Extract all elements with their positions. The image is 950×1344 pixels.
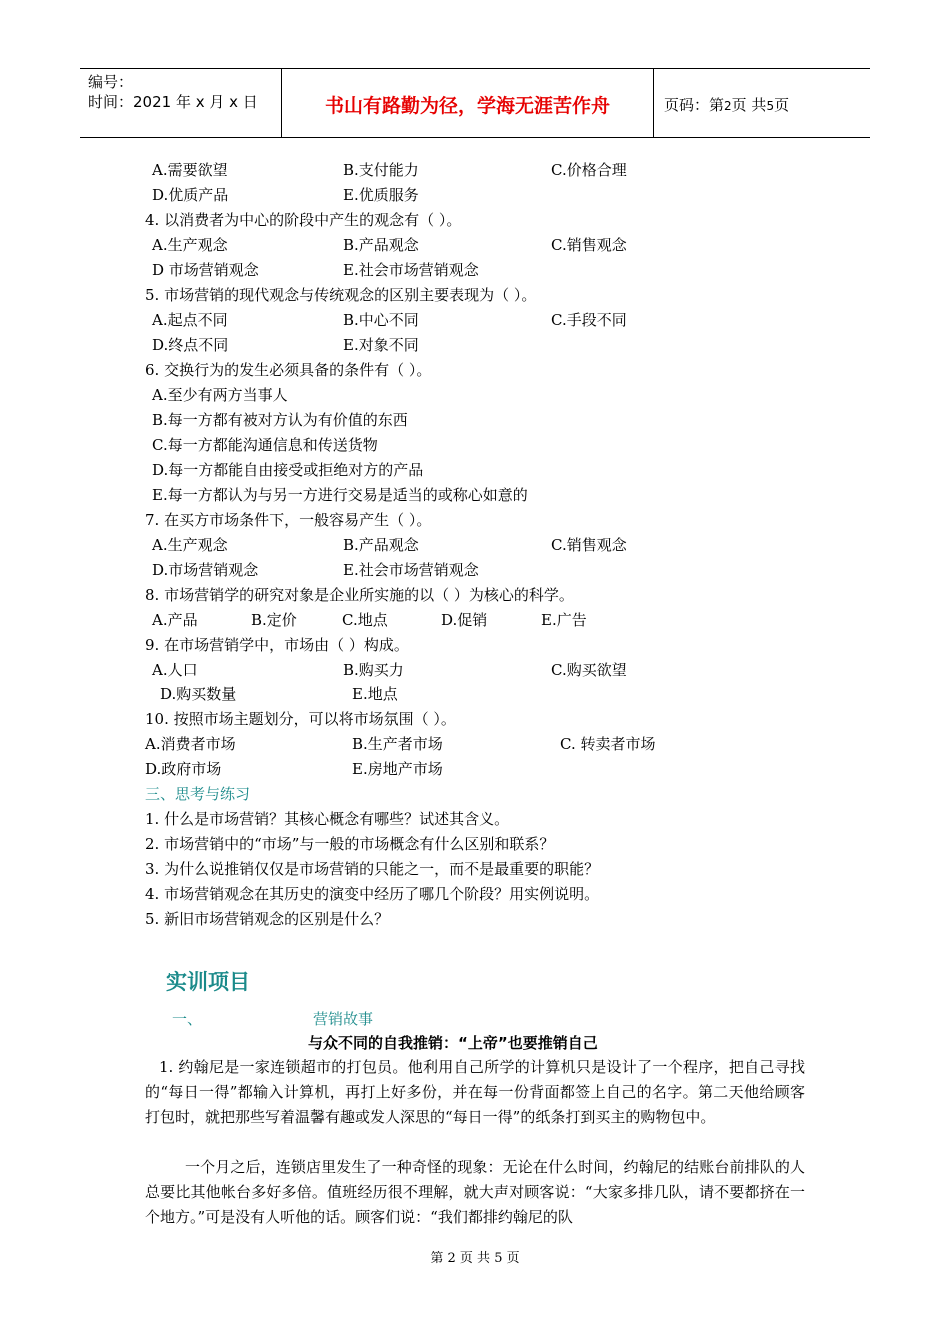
page-suffix: 页: [774, 96, 790, 114]
text-line: E.房地产市场: [352, 760, 443, 778]
text-line: 10. 按照市场主题划分，可以将市场氛围（ ）。: [145, 710, 456, 728]
text-line: 5. 新旧市场营销观念的区别是什么？: [145, 910, 390, 928]
text-line: A.人口: [152, 661, 198, 679]
text-line: D.促销: [441, 611, 488, 629]
header-motto-cell: [282, 69, 654, 137]
text-line: E.社会市场营销观念: [343, 261, 479, 279]
motto-text: 书山有路勤为径，学海无涯苦作舟: [324, 95, 610, 117]
text-line: B.生产者市场: [352, 735, 443, 753]
text-line: A.需要欲望: [152, 161, 228, 179]
text-line: D.市场营销观念: [152, 561, 259, 579]
text-line: B.产品观念: [343, 236, 419, 254]
text-line: E.广告: [541, 611, 587, 629]
text-line: A.起点不同: [152, 311, 228, 329]
text-line: C. 转卖者市场: [560, 735, 656, 753]
text-line: D.政府市场: [145, 760, 222, 778]
text-line: E.对象不同: [343, 336, 419, 354]
story-title: 与众不同的自我推销：“上帝”也要推销自己: [308, 1034, 598, 1052]
text-line: B.购买力: [343, 661, 404, 679]
text-line: E.社会市场营销观念: [343, 561, 479, 579]
text-line: B.定价: [251, 611, 297, 629]
text-line: D 市场营销观念: [152, 261, 259, 279]
text-line: 5. 市场营销的现代观念与传统观念的区别主要表现为（ ）。: [145, 286, 537, 304]
text-line: C.购买欲望: [551, 661, 627, 679]
header-page-cell: [654, 69, 870, 137]
page-header: [80, 68, 870, 138]
text-line: 8. 市场营销学的研究对象是企业所实施的以（ ）为核心的科学。: [145, 586, 574, 604]
code-label: 编号：: [88, 73, 134, 91]
text-line: 2. 市场营销中的“市场”与一般的市场概念有什么区别和联系？: [145, 835, 555, 853]
story-paragraph: 一个月之后，连锁店里发生了一种奇怪的现象：无论在什么时间，约翰尼的结账台前排队的人总要比其他帐台多好多倍。值班经历很不理解，就大声对顾客说：“大家多排几队，请不要都挤在一个地方。”可是没有人听他的话。顾客们说：“我们都排约翰尼的队: [145, 1158, 805, 1226]
text-line: A.生产观念: [152, 536, 228, 554]
text-line: A.至少有两方当事人: [152, 386, 288, 404]
text-line: 4. 市场营销观念在其历史的演变中经历了哪几个阶段？用实例说明。: [145, 885, 600, 903]
text-line: E.地点: [352, 685, 398, 703]
text-line: D.优质产品: [152, 186, 229, 204]
section-title: 实训项目: [166, 970, 250, 994]
page-indicator: [664, 94, 789, 115]
text-line: A.产品: [152, 611, 198, 629]
text-line: C.销售观念: [551, 236, 627, 254]
text-line: D.终点不同: [152, 336, 229, 354]
page-total: 5: [766, 99, 775, 113]
page-middle: 页 共: [731, 96, 767, 114]
text-line: B.产品观念: [343, 536, 419, 554]
text-line: B.每一方都有被对方认为有价值的东西: [152, 411, 408, 429]
text-line: C.手段不同: [551, 311, 627, 329]
page-footer: 第 2 页 共 5 页: [430, 1251, 520, 1266]
header-meta-cell: [80, 69, 282, 137]
text-line: A.消费者市场: [145, 735, 236, 753]
text-line: 7. 在买方市场条件下，一般容易产生（ ）。: [145, 511, 432, 529]
text-line: 一、: [172, 1010, 203, 1028]
text-line: 营销故事: [313, 1010, 374, 1028]
text-line: 6. 交换行为的发生必须具备的条件有（ ）。: [145, 361, 432, 379]
text-line: D.购买数量: [160, 685, 237, 703]
text-line: 1. 什么是市场营销？其核心概念有哪些？试述其含义。: [145, 810, 510, 828]
text-line: C.价格合理: [551, 161, 627, 179]
text-line: 三、思考与练习: [145, 785, 251, 803]
page-current: 2: [724, 99, 732, 113]
story-paragraph: 1. 约翰尼是一家连锁超市的打包员。他利用自己所学的计算机只是设计了一个程序，把自己寻找的“每日一得”都输入计算机，再打上好多份，并在每一份背面都签上自己的名字。第二天他给顾客打包时，就把那些写着温馨有趣或发人深思的“每日一得”的纸条打到买主的购物包中。: [145, 1058, 805, 1126]
text-line: B.支付能力: [343, 161, 419, 179]
text-line: 9. 在市场营销学中，市场由（ ）构成。: [145, 636, 409, 654]
text-line: E.优质服务: [343, 186, 419, 204]
text-line: 3. 为什么说推销仅仅是市场营销的只能之一，而不是最重要的职能？: [145, 860, 600, 878]
text-line: D.每一方都能自由接受或拒绝对方的产品: [152, 461, 424, 479]
text-line: C.地点: [342, 611, 388, 629]
text-line: C.每一方都能沟通信息和传送货物: [152, 436, 378, 454]
text-line: B.中心不同: [343, 311, 419, 329]
page-prefix: 页码：第: [664, 96, 725, 114]
text-line: C.销售观念: [551, 536, 627, 554]
time-label: 时间：2021 年 x 月 x 日: [88, 93, 258, 111]
text-line: A.生产观念: [152, 236, 228, 254]
text-line: E.每一方都认为与另一方进行交易是适当的或称心如意的: [152, 486, 528, 504]
text-line: 4. 以消费者为中心的阶段中产生的观念有（ ）。: [145, 211, 462, 229]
